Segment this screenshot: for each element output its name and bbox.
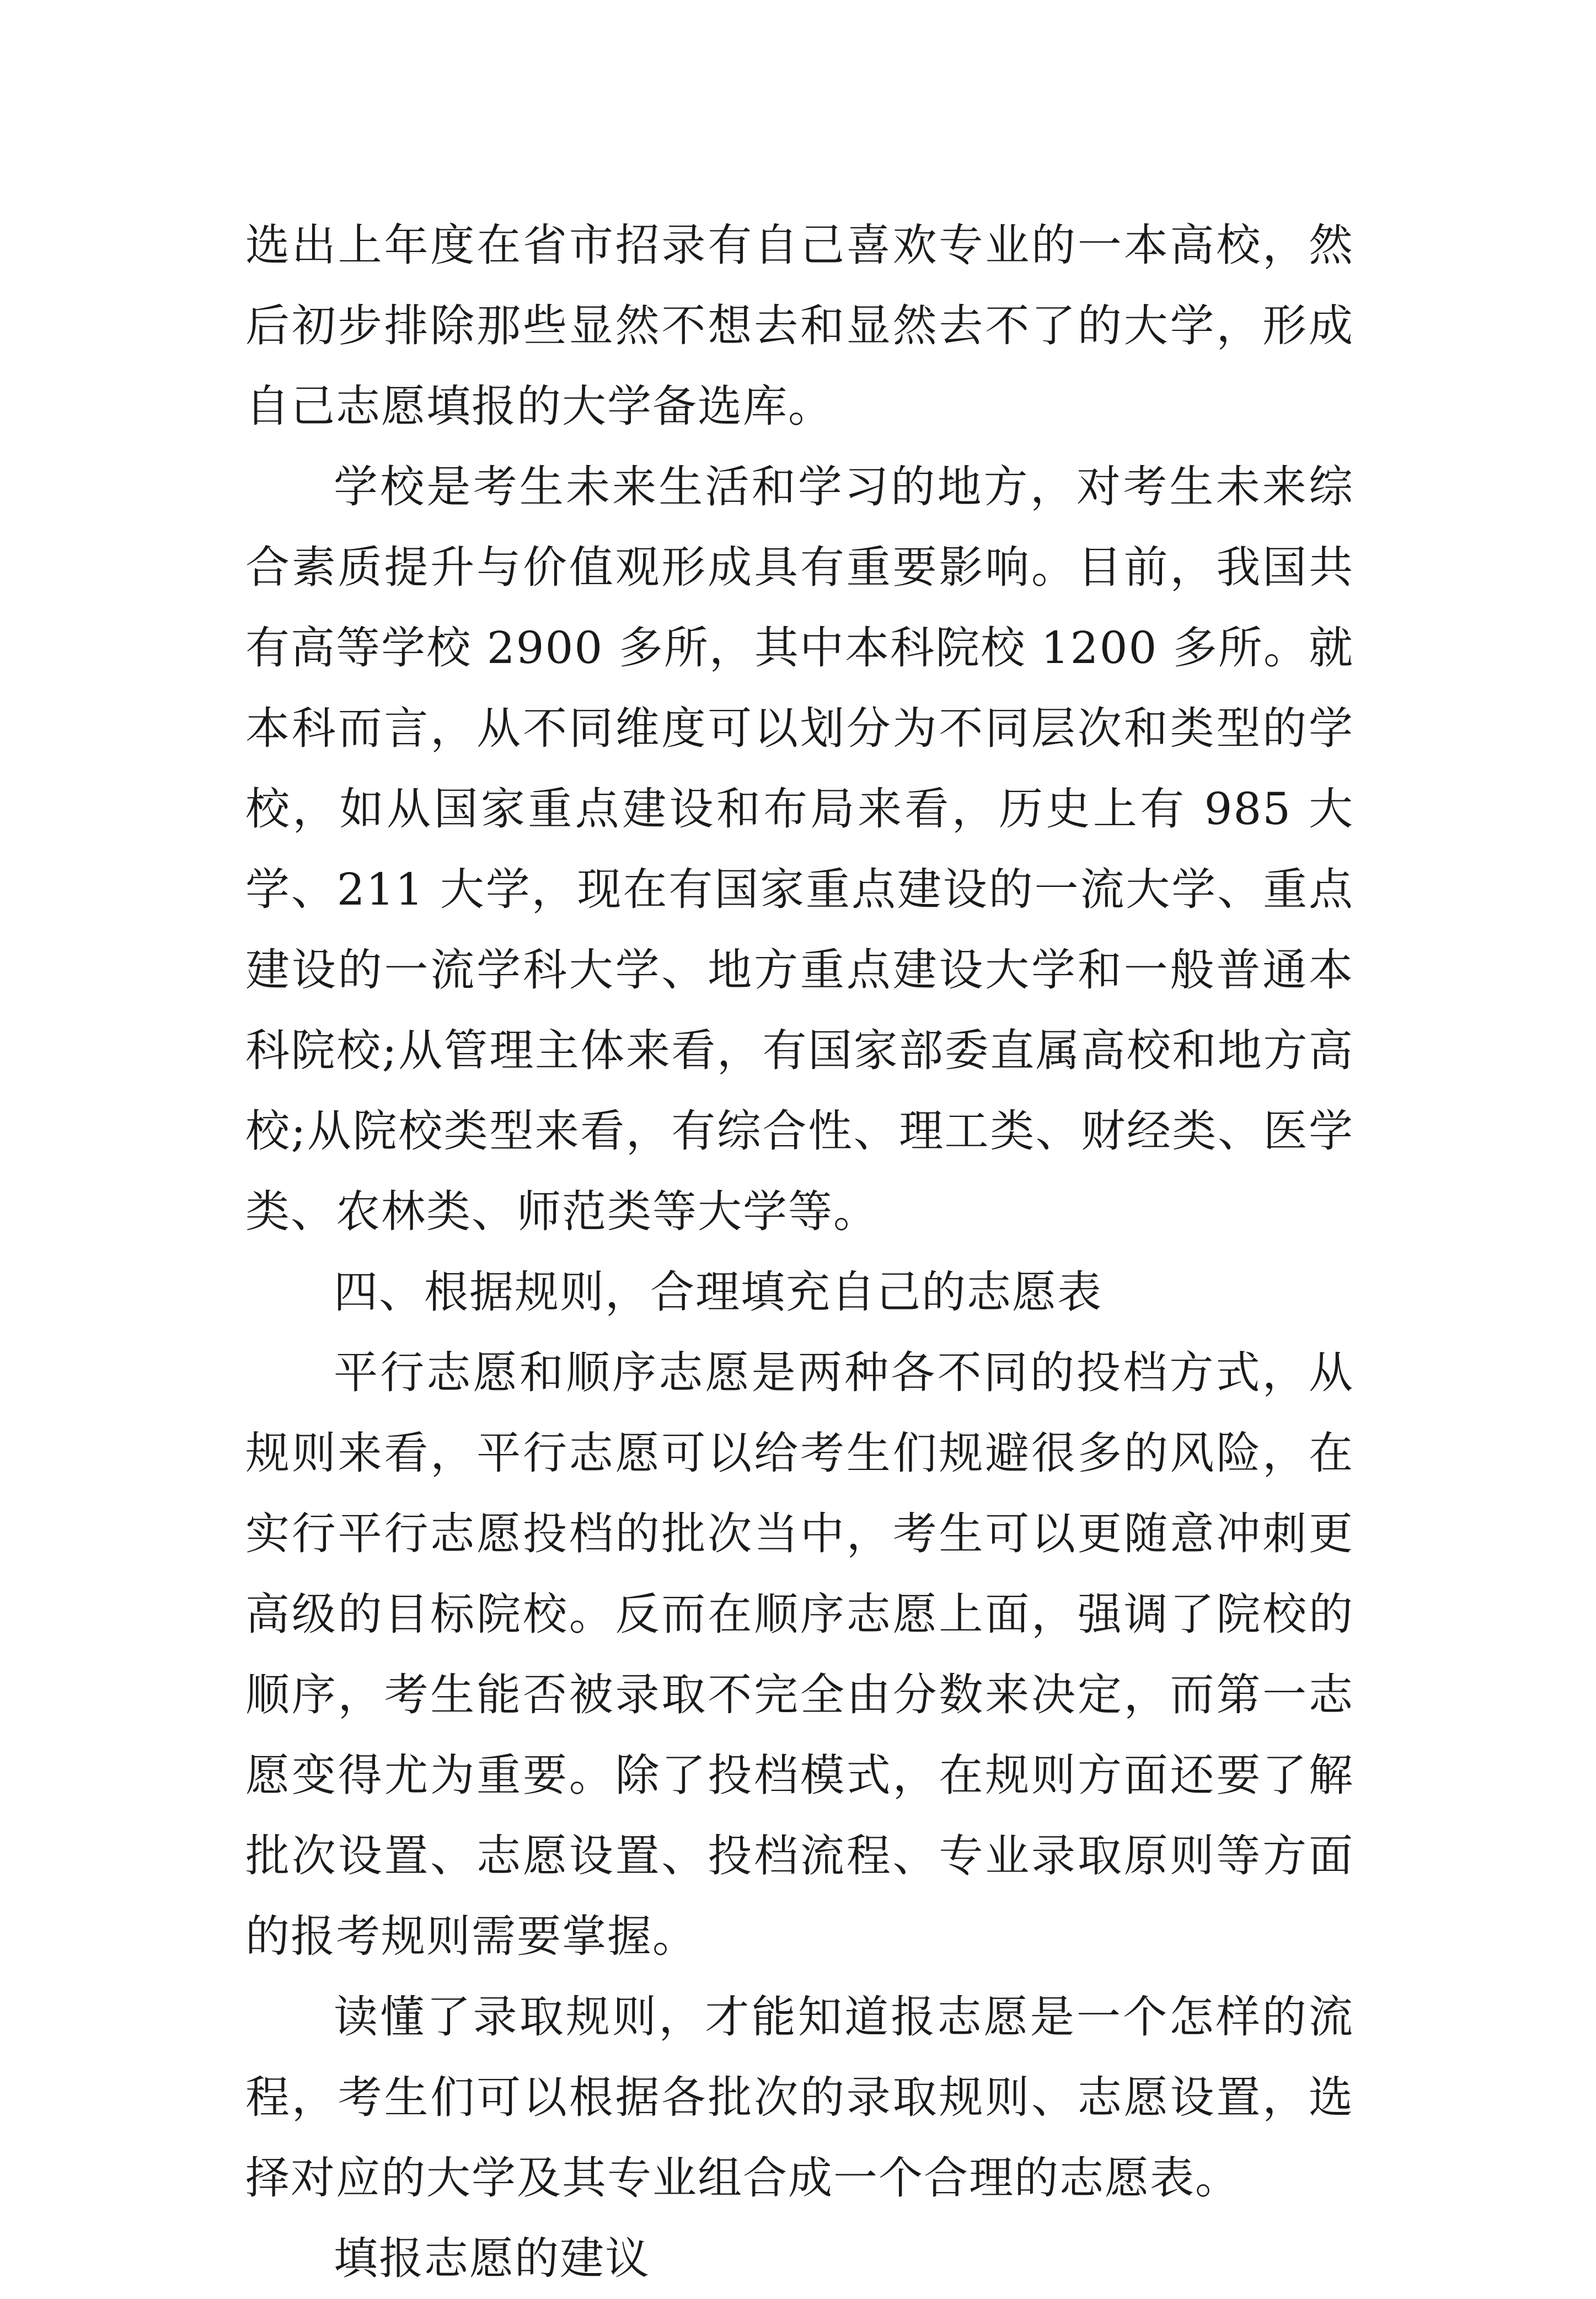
paragraph-continuation: 选出上年度在省市招录有自己喜欢专业的一本高校，然后初步排除那些显然不想去和显然去不了的大学，形成自己志愿填报的大学备选库。 bbox=[245, 220, 1354, 432]
paragraph-admission-rules: 读懂了录取规则，才能知道报志愿是一个怎样的流程，考生们可以根据各批次的录取规则、志愿设置，选择对应的大学及其专业组合成一个合理的志愿表。 bbox=[245, 1991, 1354, 2204]
section-heading-suggestions: 填报志愿的建议 bbox=[334, 2233, 650, 2284]
paragraph-parallel-vs-sequential: 平行志愿和顺序志愿是两种各不同的投档方式，从规则来看，平行志愿可以给考生们规避很多的风险，在实行平行志愿投档的批次当中，考生可以更随意冲刺更高级的目标院校。反而在顺序志愿上面，强调了院校的顺序，考生能否被录取不完全由分数来决定，而第一志愿变得尤为重要。除了投档模式，在规则方面还要了解批次设置、志愿设置、投档流程、专业录取原则等方面的报考规则需要掌握。 bbox=[245, 1347, 1354, 1962]
section-heading-fill-form: 四、根据规则，合理填充自己的志愿表 bbox=[334, 1266, 1102, 1318]
document-body bbox=[245, 205, 1354, 2299]
paragraph-school-types: 学校是考生未来生活和学习的地方，对考生未来综合素质提升与价值观形成具有重要影响。目前，我国共有高等学校 2900 多所，其中本科院校 1200 多所。就本科而言，从不同维度可以划分为不同层次和类型的学校，如从国家重点建设和布局来看，历史上有 985 大学、211 大学，现在有国家重点建设的一流大学、重点建设的一流学科大学、地方重点建设大学和一般普通本科院校;从管理主体来看，有国家部委直属高校和地方高校;从院校类型来看，有综合性、理工类、财经类、医学类、农林类、师范类等大学等。 bbox=[245, 461, 1354, 1237]
